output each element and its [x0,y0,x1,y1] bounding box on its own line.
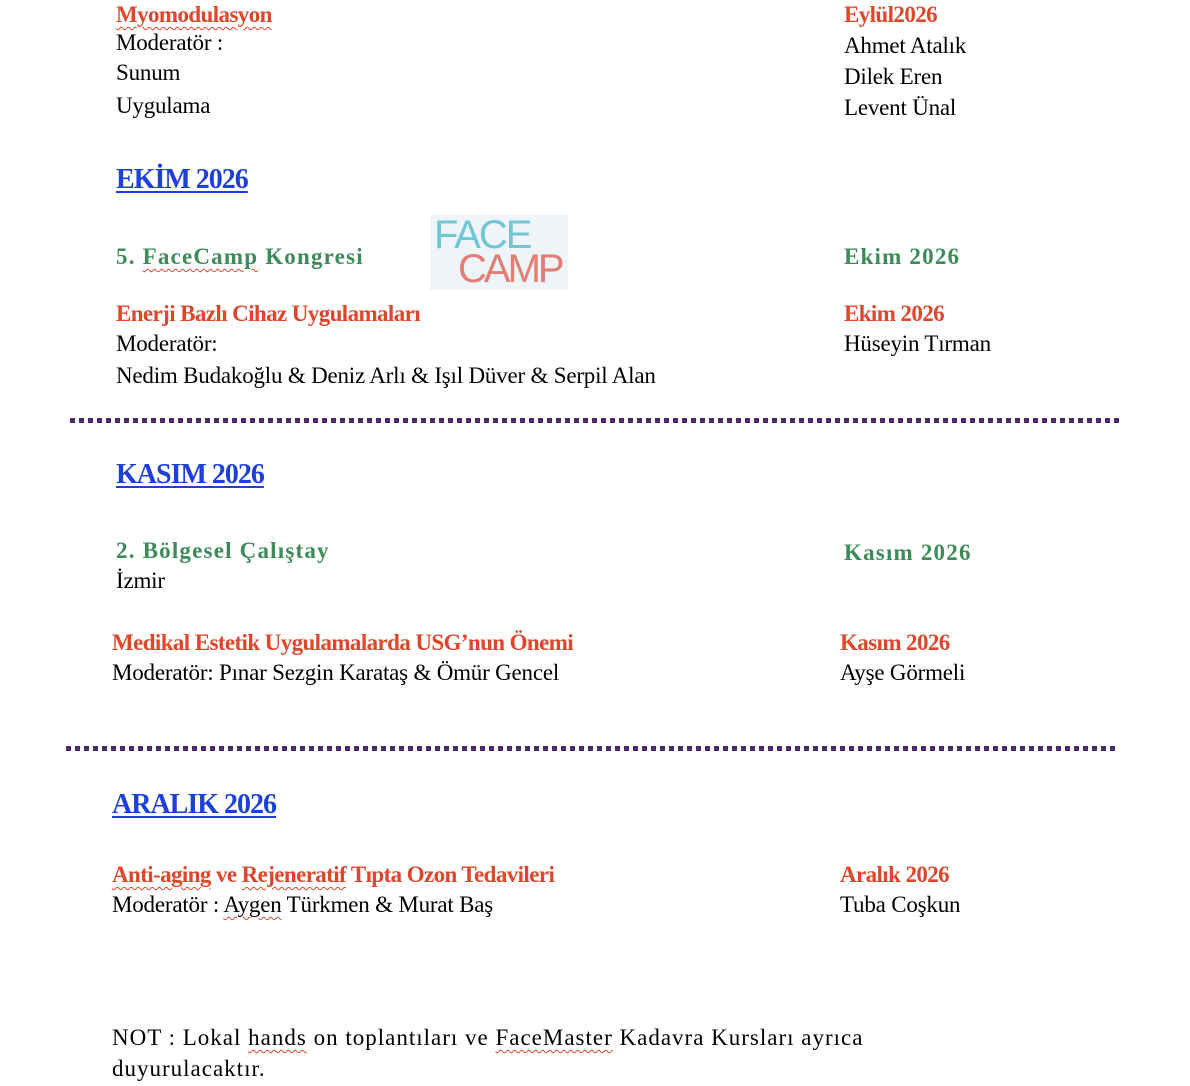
event-title-myomodulasyon [116,3,272,26]
section-divider [66,746,1118,751]
congress-prefix: 5. [116,244,143,269]
logo-face-text: FACE [434,215,531,257]
speaker-name: Hüseyin Tırman [844,331,991,356]
month-header-aralik[interactable]: ARALIK 2026 [112,789,277,820]
misspelled-word: Rejeneratif [241,862,347,887]
misspelled-word: Anti-aging [112,862,211,887]
section-divider [70,418,1122,423]
uygulama-label: Uygulama [116,93,211,118]
city: İzmir [116,568,165,593]
moderator-names: Nedim Budakoğlu & Deniz Arlı & Işıl Düver & Serpil Alan [116,363,656,388]
event-title-enerji: Enerji Bazlı Cihaz Uygulamaları [116,301,421,326]
event-date: Ekim 2026 [844,301,945,326]
event-date: Aralık 2026 [840,862,950,887]
misspelled-word: hands [248,1025,307,1050]
event-date: Kasım 2026 [840,630,950,655]
note-text: NOT : Lokal [112,1025,249,1050]
month-header-ekim[interactable]: EKİM 2026 [116,164,248,195]
congress-name: FaceCamp [142,244,259,269]
moderator-names: Moderatör: Pınar Sezgin Karataş & Ömür Gencel [112,660,560,685]
logo-camp-text: CAMP [458,247,562,290]
title-part: Tıpta Ozon Tedavileri [346,862,555,887]
footer-note [112,1022,972,1084]
note-text: Kadavra Kursları ayrıca duyurulacaktır. [112,1025,864,1082]
moderator-names [112,893,493,916]
note-text: on toplantıları ve [306,1025,496,1050]
workshop-title: 2. Bölgesel Çalıştay [116,538,330,563]
event-date: Eylül2026 [844,2,938,27]
speaker-name: Tuba Coşkun [840,892,961,917]
month-header-kasim[interactable]: KASIM 2026 [116,459,264,490]
misspelled-word: Aygen [223,892,282,917]
moderator-rest: Türkmen & Murat Baş [281,892,494,917]
misspelled-word: FaceMaster [495,1025,613,1050]
speaker-name: Ayşe Görmeli [840,660,966,685]
moderator-label: Moderatör: [116,331,218,356]
event-title-ozon [112,863,554,886]
event-title-usg: Medikal Estetik Uygulamalarda USG’nun Önemi [112,630,574,655]
moderator-label: Moderatör : [116,30,224,55]
congress-date: Ekim 2026 [844,244,961,269]
workshop-date: Kasım 2026 [844,540,972,565]
facecamp-logo [430,215,568,290]
uygulama-name: Levent Ünal [844,95,957,120]
sunum-label: Sunum [116,60,181,85]
sunum-name: Dilek Eren [844,64,943,89]
congress-title [116,245,364,268]
moderator-label: Moderatör : [112,892,224,917]
title-part: ve [210,862,242,887]
congress-suffix: Kongresi [258,244,364,269]
misspelled-word: Myomodulasyon [116,2,272,27]
moderator-name: Ahmet Atalık [844,33,967,58]
